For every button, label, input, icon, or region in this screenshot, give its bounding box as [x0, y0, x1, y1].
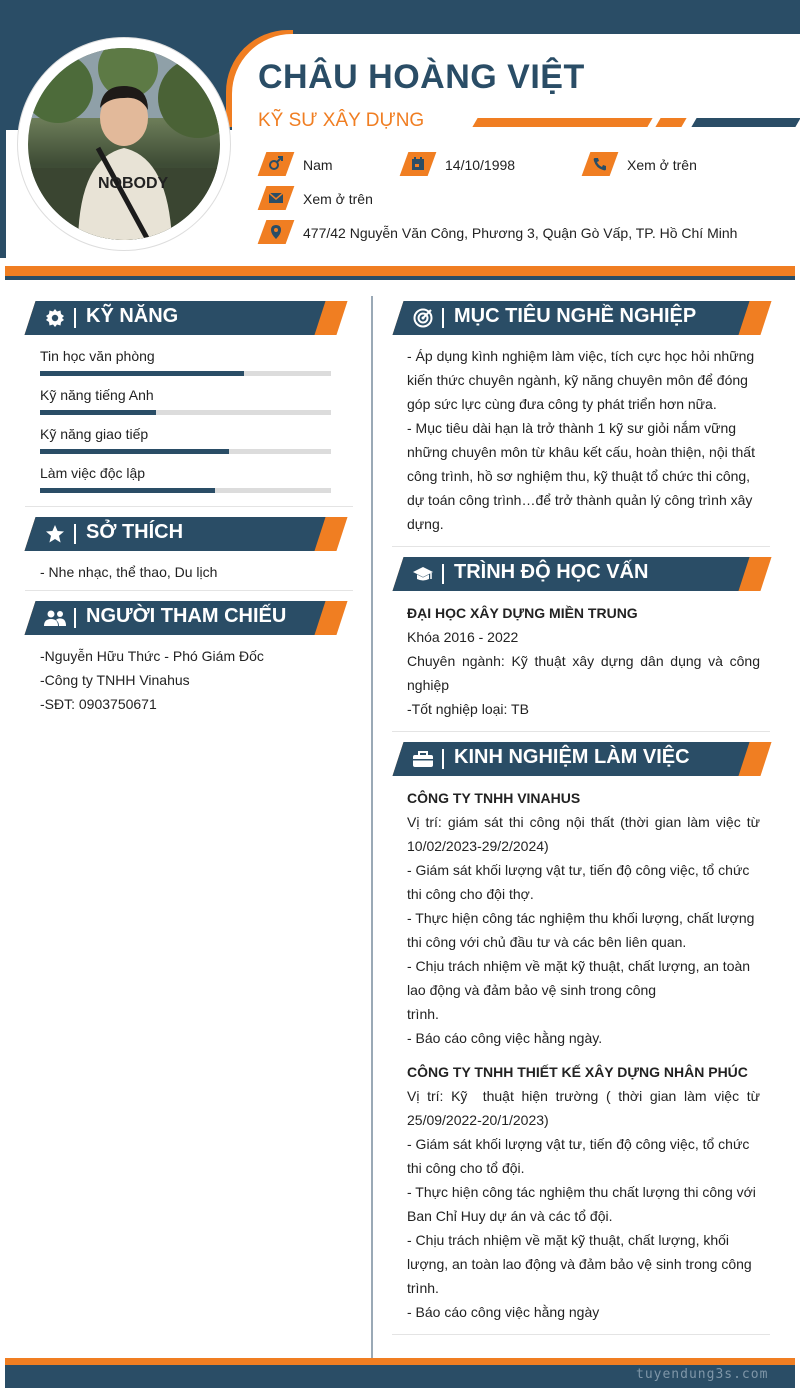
gear-icon: [44, 307, 66, 329]
section-divider: [392, 1334, 770, 1335]
skill-bar-track: [40, 449, 331, 454]
email-text: Xem ở trên: [303, 191, 373, 207]
hobbies-section-header: [30, 517, 342, 551]
section-divider: [392, 731, 770, 732]
section-divider: [392, 546, 770, 547]
skill-bar-track: [40, 371, 331, 376]
job-company: CÔNG TY TNHH VINAHUS: [407, 790, 581, 806]
job-duty: - Giám sát khối lượng vật tư, tiến độ công việc, tổ chức thi công cho đội thợ.: [407, 862, 750, 902]
title-accent-bar: [472, 118, 652, 127]
title-accent-bar: [691, 118, 800, 127]
education-heading: TRÌNH ĐỘ HỌC VẤN: [454, 561, 649, 583]
skills-section-header: [30, 301, 342, 335]
job-title: KỸ SƯ XÂY DỰNG: [258, 110, 425, 131]
column-divider: [371, 296, 373, 1358]
skills-heading: KỸ NĂNG: [86, 305, 179, 327]
job-duty: - Giám sát khối lượng vật tư, tiến độ công việc, tổ chức thi công cho tổ đội.: [407, 1136, 750, 1176]
job-duty: - Thực hiện công tác nghiệm thu khối lượng, chất lượng thi công với chủ đầu tư và các bên liên quan.: [407, 910, 755, 950]
skill-bar-track: [40, 410, 331, 415]
hobbies-heading: SỞ THÍCH: [86, 521, 184, 543]
svg-text:NOBODY: NOBODY: [98, 175, 169, 192]
watermark: tuyendung3s.com: [636, 1367, 769, 1382]
skill-name: Làm việc độc lập: [40, 465, 146, 481]
skill-bar-fill: [40, 410, 156, 415]
job-position: Vị trí: Kỹ thuật hiện trường ( thời gian làm việc từ 25/09/2022-20/1/2023): [407, 1088, 764, 1128]
education-grade: -Tốt nghiệp loại: TB: [407, 701, 529, 717]
skill-name: Kỹ năng tiếng Anh: [40, 387, 154, 403]
birthday-text: 14/10/1998: [445, 157, 516, 173]
title-accent-bar: [655, 118, 686, 127]
job-duty: trình.: [407, 1006, 439, 1022]
candidate-name: CHÂU HOÀNG VIỆT: [258, 58, 585, 96]
objective-paragraph: - Áp dụng kình nghiệm làm việc, tích cực học hỏi những kiến thức chuyên ngành, kỹ năng chuyên môn để đóng góp sức lực cùng đưa công ty phát triển hơn nữa.: [407, 348, 755, 412]
target-icon: [412, 307, 434, 329]
header-divider: [5, 266, 795, 276]
skill-bar-track: [40, 488, 331, 493]
job-duty: - Báo cáo công việc hằng ngày.: [407, 1030, 603, 1046]
star-icon: [44, 523, 66, 545]
job-duty: - Chịu trách nhiệm về mặt kỹ thuật, chất lượng, an toàn lao động và đảm bảo vệ sinh trong công: [407, 958, 751, 998]
section-divider: [25, 590, 353, 591]
job-duty: - Thực hiện công tác nghiệm thu chất lượng thi công với Ban Chỉ Huy dự án và các tổ đội.: [407, 1184, 756, 1224]
address-text: 477/42 Nguyễn Văn Công, Phương 3, Quận Gò Vấp, TP. Hồ Chí Minh: [303, 225, 738, 241]
job-duty: - Chịu trách nhiệm về mặt kỹ thuật, chất lượng, khối lượng, an toàn lao động và đảm bảo vệ sinh trong công trình.: [407, 1232, 752, 1296]
graduation-cap-icon: [412, 563, 434, 585]
skill-bar-fill: [40, 449, 229, 454]
section-divider: [25, 506, 353, 507]
skill-bar-fill: [40, 371, 244, 376]
objective-paragraph: - Mục tiêu dài hạn là trở thành 1 kỹ sư giỏi nắm vững những chuyên môn từ khâu kết cấu, hoàn thiện, nội thất công trình, hồ sơ nghiệm thu, kỹ thuật tổ chức thi công, dự toán công trình…để trở thành quản lý công trình xây dựng.: [407, 420, 755, 532]
references-heading: NGƯỜI THAM CHIẾU: [86, 605, 287, 627]
education-section-header: [398, 557, 766, 591]
skill-name: Kỹ năng giao tiếp: [40, 426, 149, 442]
education-period: Khóa 2016 - 2022: [407, 629, 519, 645]
users-icon: [44, 607, 66, 629]
avatar: [28, 48, 220, 240]
education-major: Chuyên ngành: Kỹ thuật xây dựng dân dụng và công nghiệp: [407, 653, 760, 693]
experience-heading: KINH NGHIỆM LÀM VIỆC: [454, 746, 690, 768]
job-position: Vị trí: giám sát thi công nội thất (thời gian làm việc từ 10/02/2023-29/2/2024): [407, 814, 760, 854]
footer-orange-bar: [5, 1358, 795, 1365]
briefcase-icon: [412, 748, 434, 770]
references-section-header: [30, 601, 342, 635]
objective-heading: MỤC TIÊU NGHỀ NGHIỆP: [454, 305, 697, 327]
objective-section-header: [398, 301, 766, 335]
job-duty: - Báo cáo công việc hằng ngày: [407, 1304, 600, 1320]
experience-section-header: [398, 742, 766, 776]
reference-line: -SĐT: 0903750671: [40, 696, 157, 712]
reference-line: -Nguyễn Hữu Thức - Phó Giám Đốc: [40, 648, 264, 664]
skill-name: Tin học văn phòng: [40, 348, 155, 364]
hobbies-text: - Nhe nhạc, thể thao, Du lịch: [40, 564, 218, 580]
phone-text: Xem ở trên: [627, 157, 697, 173]
gender-text: Nam: [303, 157, 333, 173]
school-name: ĐẠI HỌC XÂY DỰNG MIỀN TRUNG: [407, 605, 638, 621]
skill-bar-fill: [40, 488, 215, 493]
header-divider-navy: [5, 276, 795, 280]
job-company: CÔNG TY TNHH THIẾT KẾ XÂY DỰNG NHÂN PHÚC: [407, 1064, 748, 1080]
reference-line: -Công ty TNHH Vinahus: [40, 672, 190, 688]
